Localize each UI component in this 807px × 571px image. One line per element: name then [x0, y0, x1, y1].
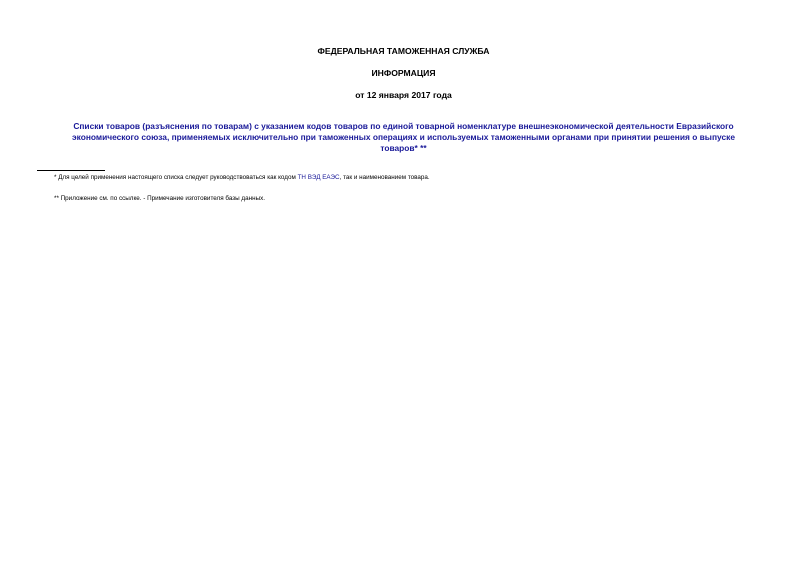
document-type: ИНФОРМАЦИЯ: [371, 68, 436, 78]
document-date: от 12 января 2017 года: [355, 90, 452, 100]
document-title-line-2: экономического союза, применяемых исключительно при таможенных операциях и используемых таможенными органами при принятии решения о выпуске: [72, 132, 735, 142]
agency-name: ФЕДЕРАЛЬНАЯ ТАМОЖЕННАЯ СЛУЖБА: [317, 46, 490, 56]
footnote-1-text-start: * Для целей применения настоящего списка следует руководствоваться как кодом: [54, 174, 298, 181]
tnved-link[interactable]: ТН ВЭД ЕАЭС: [297, 174, 340, 181]
document-title-line-3: товаров* **: [380, 143, 427, 153]
footnote-separator: [37, 170, 105, 171]
document-title: [50, 121, 757, 154]
footnote-1: [54, 173, 430, 182]
footnote-2: ** Приложение см. по ссылке. - Примечание изготовителя базы данных.: [54, 195, 265, 202]
footnote-1-text-end: , так и наименованием товара.: [339, 174, 430, 181]
document-title-line-1: Списки товаров (разъяснения по товарам) с указанием кодов товаров по единой товарной номенклатуре внешнеэкономической деятельности Евразийского: [73, 121, 734, 131]
